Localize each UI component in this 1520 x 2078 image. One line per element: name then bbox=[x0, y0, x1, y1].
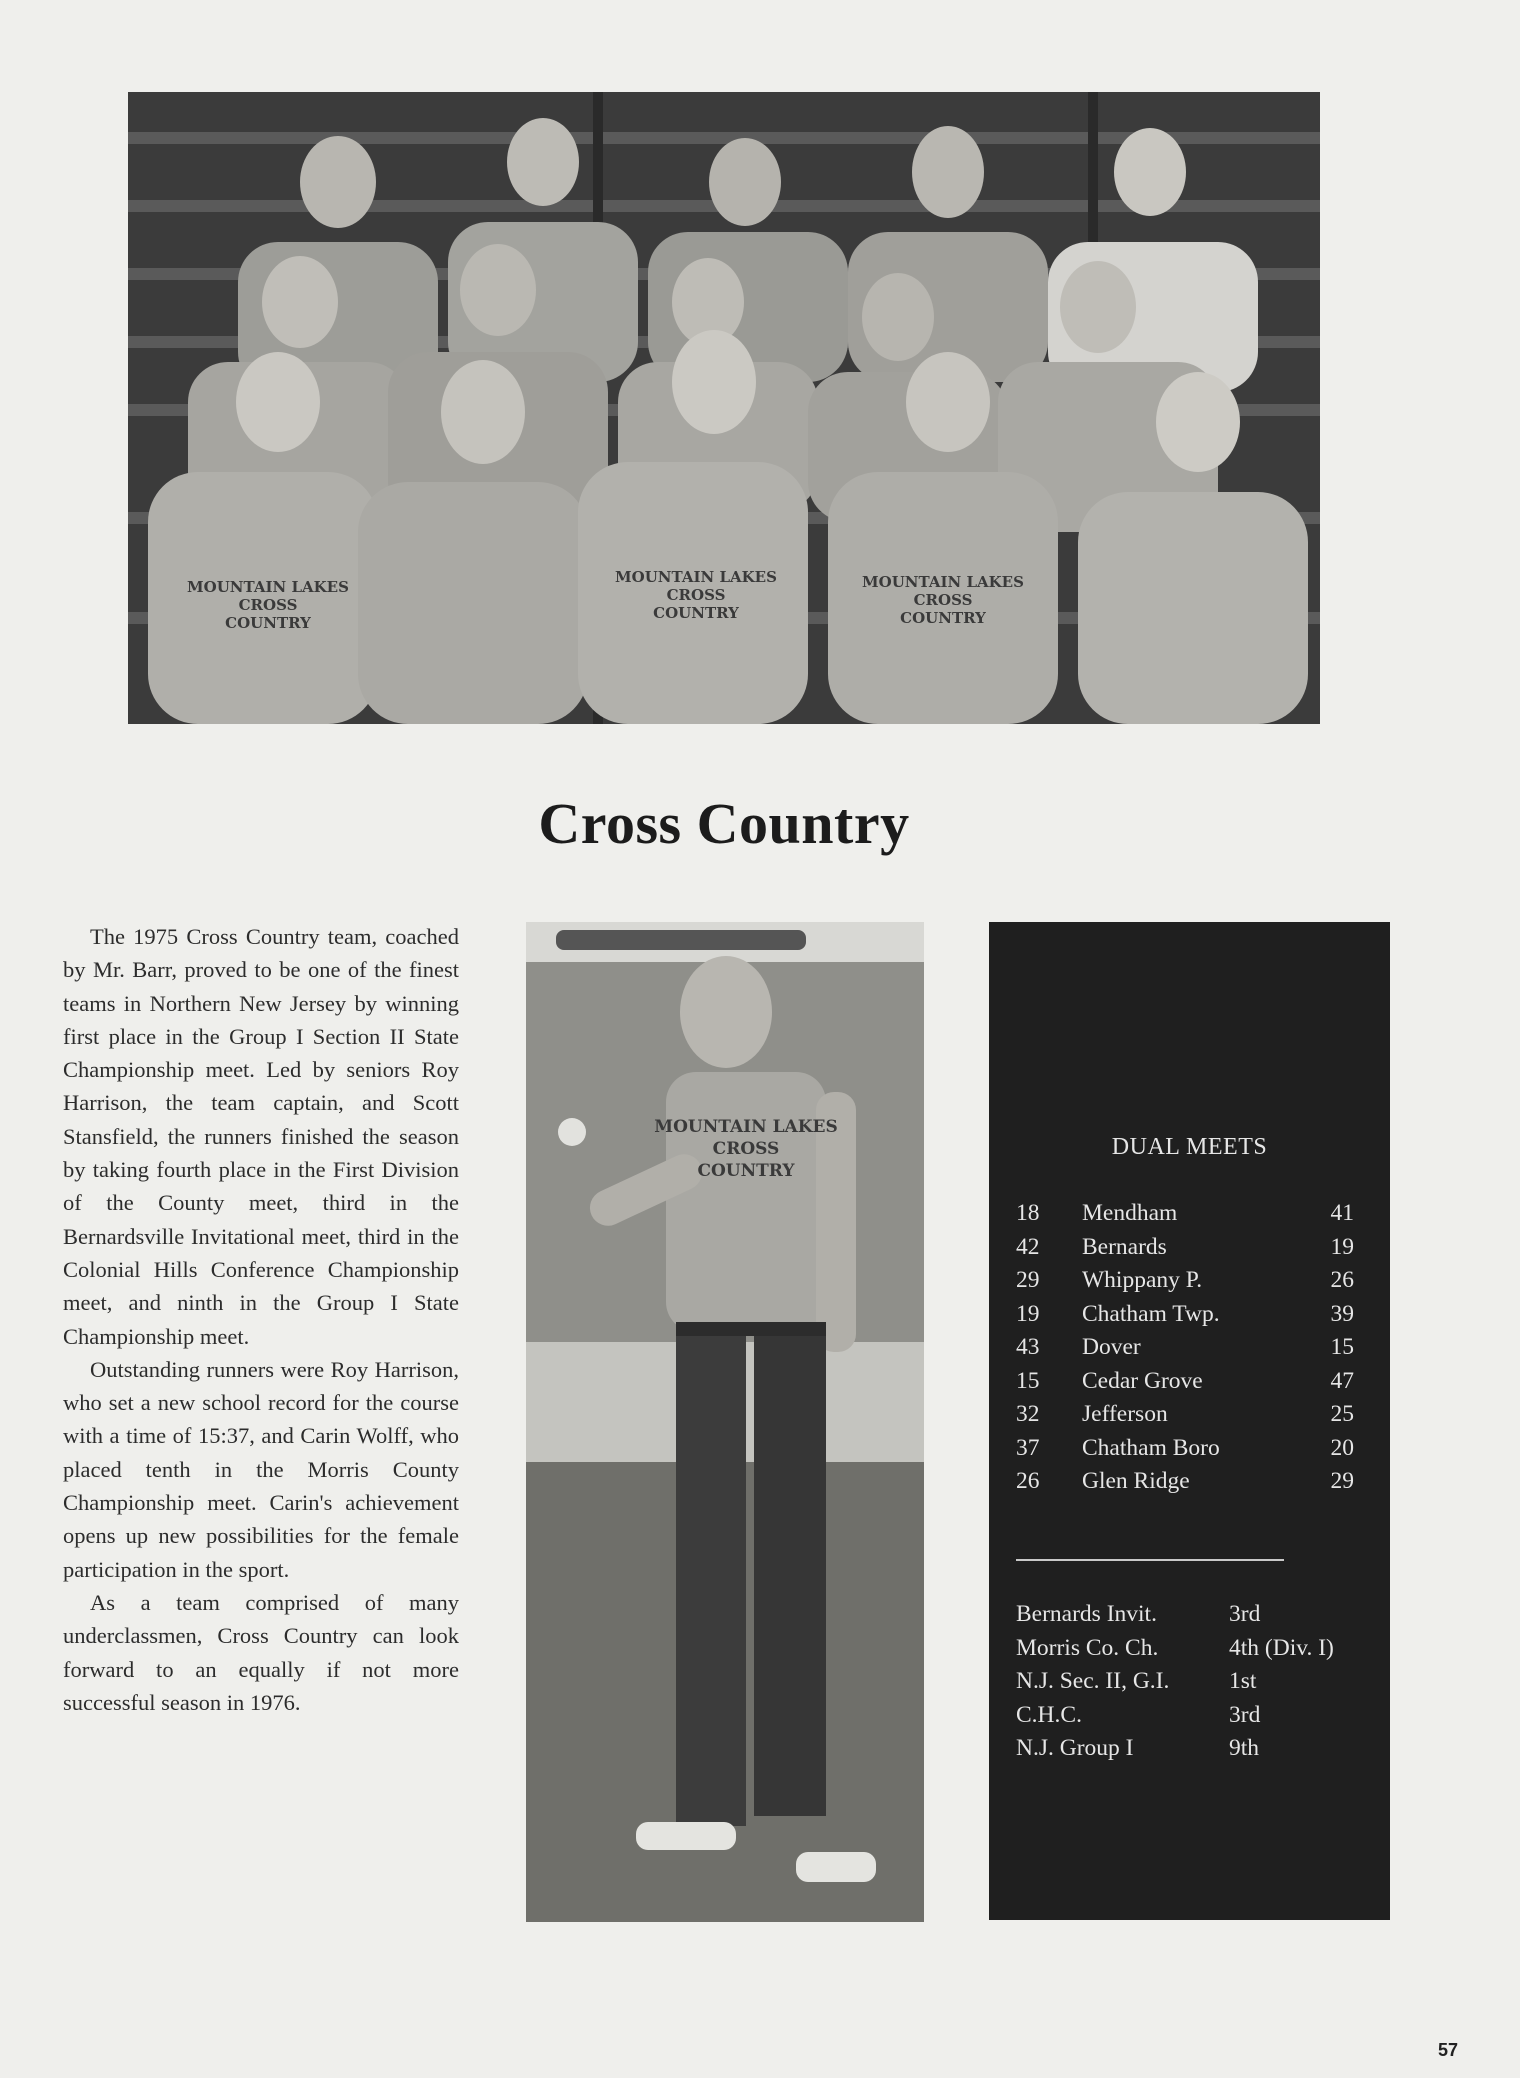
shirt-lettering: MOUNTAIN LAKES bbox=[187, 578, 349, 596]
opponent-score: 39 bbox=[1330, 1300, 1354, 1327]
team-photo bbox=[128, 92, 1320, 724]
opponent-score: 29 bbox=[1330, 1468, 1354, 1494]
championship-results-list bbox=[1016, 1598, 1376, 1766]
shirt-lettering: COUNTRY bbox=[225, 614, 311, 632]
our-score: 42 bbox=[1016, 1233, 1040, 1260]
article-body bbox=[63, 920, 459, 1719]
championship-row bbox=[1016, 1632, 1376, 1666]
shirt-lettering: COUNTRY bbox=[653, 604, 739, 622]
our-score: 29 bbox=[1016, 1267, 1040, 1293]
opponent-score: 47 bbox=[1330, 1367, 1354, 1394]
championship-event: Bernards Invit. bbox=[1016, 1601, 1157, 1627]
shirt-lettering: MOUNTAIN LAKES bbox=[862, 573, 1024, 591]
opponent-score: 20 bbox=[1330, 1434, 1354, 1461]
dual-meet-row bbox=[1016, 1264, 1354, 1298]
championship-row bbox=[1016, 1598, 1376, 1632]
championship-place: 3rd bbox=[1229, 1601, 1261, 1627]
our-score: 26 bbox=[1016, 1468, 1040, 1494]
our-score: 18 bbox=[1016, 1200, 1040, 1226]
dual-meet-row bbox=[1016, 1197, 1354, 1231]
opponent-score: 41 bbox=[1330, 1200, 1354, 1226]
coach-photo bbox=[526, 922, 924, 1922]
championship-place: 9th bbox=[1229, 1735, 1260, 1761]
shirt-lettering: CROSS bbox=[238, 596, 298, 614]
opponent-score: 19 bbox=[1330, 1233, 1354, 1260]
results-divider bbox=[1016, 1559, 1284, 1561]
opponent-score: 15 bbox=[1330, 1334, 1354, 1360]
championship-row bbox=[1016, 1699, 1376, 1733]
shirt-lettering: CROSS bbox=[666, 586, 726, 604]
championship-event: N.J. Sec. II, G.I. bbox=[1016, 1668, 1170, 1694]
dual-meet-row bbox=[1016, 1398, 1354, 1432]
dual-meet-row bbox=[1016, 1331, 1354, 1365]
opponent-score: 26 bbox=[1330, 1267, 1354, 1293]
results-panel bbox=[989, 922, 1390, 1920]
opponent-name: Whippany P. bbox=[1082, 1267, 1203, 1293]
shirt-lettering: CROSS bbox=[712, 1139, 780, 1159]
article-paragraph: The 1975 Cross Country team, coached by Mr. Barr, proved to be one of the finest teams in Northern New Jersey by winning first place in the Group I Section II State Championship meet. Led by seniors Roy Harrison, the team captain, and Scott Stansfield, the runners finished the season by taking fourth place in the First Division of the County meet, third in the Bernardsville Invitational meet, third in the Colonial Hills Conference Championship meet, and ninth in the Group I State Championship meet. bbox=[63, 924, 459, 1349]
our-score: 37 bbox=[1016, 1434, 1040, 1461]
shirt-lettering: COUNTRY bbox=[697, 1161, 795, 1181]
dual-meets-heading: DUAL MEETS bbox=[1111, 1134, 1268, 1160]
opponent-name: Chatham Twp. bbox=[1082, 1300, 1220, 1327]
dual-meet-row bbox=[1016, 1298, 1354, 1332]
championship-place: 1st bbox=[1229, 1668, 1257, 1694]
opponent-name: Chatham Boro bbox=[1082, 1434, 1220, 1461]
page-number: 57 bbox=[1437, 2040, 1458, 2060]
opponent-name: Mendham bbox=[1082, 1200, 1178, 1226]
shirt-lettering: MOUNTAIN LAKES bbox=[615, 568, 777, 586]
article-paragraph: Outstanding runners were Roy Harrison, who set a new school record for the course with a time of 15:37, and Carin Wolff, who placed tenth in the Morris County Championship meet. Carin's achievement opens up new possibilities for the female participation in the sport. bbox=[63, 1356, 459, 1582]
dual-meets-list bbox=[1016, 1197, 1354, 1499]
opponent-name: Jefferson bbox=[1082, 1401, 1168, 1427]
championship-row bbox=[1016, 1665, 1376, 1699]
shirt-lettering: MOUNTAIN LAKES bbox=[654, 1117, 838, 1137]
dual-meet-row bbox=[1016, 1231, 1354, 1265]
article-paragraph: As a team comprised of many underclassmen, Cross Country can look forward to an equally if not more successful season in 1976. bbox=[63, 1589, 459, 1715]
opponent-name: Bernards bbox=[1082, 1233, 1167, 1260]
our-score: 15 bbox=[1016, 1367, 1040, 1394]
team-photo-image bbox=[128, 92, 1320, 724]
coach-photo-image bbox=[526, 922, 924, 1922]
shirt-lettering: CROSS bbox=[913, 591, 973, 609]
opponent-name: Dover bbox=[1082, 1334, 1141, 1360]
our-score: 43 bbox=[1016, 1334, 1040, 1360]
championship-event: C.H.C. bbox=[1016, 1701, 1082, 1728]
championship-row bbox=[1016, 1732, 1376, 1766]
our-score: 19 bbox=[1016, 1300, 1040, 1327]
shirt-lettering: COUNTRY bbox=[900, 609, 986, 627]
opponent-score: 25 bbox=[1330, 1401, 1354, 1427]
dual-meet-row bbox=[1016, 1432, 1354, 1466]
dual-meet-row bbox=[1016, 1465, 1354, 1499]
opponent-name: Cedar Grove bbox=[1082, 1367, 1203, 1394]
opponent-name: Glen Ridge bbox=[1082, 1468, 1190, 1494]
dual-meet-row bbox=[1016, 1365, 1354, 1399]
championship-place: 3rd bbox=[1229, 1701, 1261, 1728]
championship-event: N.J. Group I bbox=[1016, 1735, 1134, 1761]
page-title: Cross Country bbox=[538, 791, 910, 856]
championship-place: 4th (Div. I) bbox=[1229, 1634, 1334, 1661]
our-score: 32 bbox=[1016, 1401, 1040, 1427]
championship-event: Morris Co. Ch. bbox=[1016, 1634, 1159, 1661]
